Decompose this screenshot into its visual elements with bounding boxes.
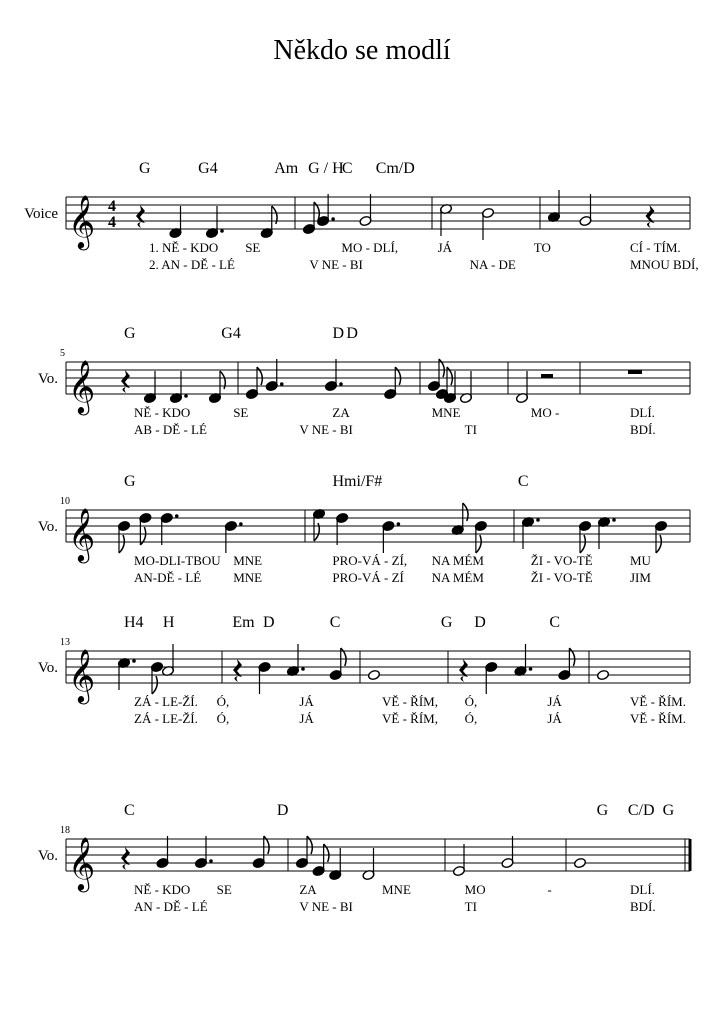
- chord-symbol: G4: [198, 160, 218, 177]
- chord-symbol: C: [517, 473, 529, 490]
- quarter-rest-icon: [646, 205, 655, 228]
- instrument-label: Voice: [24, 206, 58, 222]
- chord-symbol: D: [346, 325, 358, 342]
- note-dot: [331, 217, 335, 221]
- chord-symbol: Hmi/F#: [332, 473, 383, 490]
- lyric-syllable: TI: [464, 899, 477, 914]
- lyric-syllable: DLÍ.: [630, 882, 655, 897]
- treble-clef-icon: 𝄞: [68, 196, 96, 247]
- note-dot: [339, 382, 343, 386]
- lyric-syllable: SE: [233, 405, 249, 420]
- note-dot: [280, 382, 284, 386]
- quarter-rest-icon: [136, 205, 145, 228]
- lyric-syllable: NĚ - KDO: [134, 882, 191, 897]
- chord-symbol: G4: [221, 325, 241, 342]
- score-title: Někdo se modlí: [273, 35, 451, 66]
- time-signature-top: 4: [108, 198, 116, 215]
- lyric-syllable: MO-DLI-TBOU: [134, 553, 221, 568]
- lyric-syllable: NA MÉM: [431, 553, 484, 568]
- lyric-syllable: VĚ - ŘÍM.: [630, 711, 686, 726]
- lyric-syllable: V NE - BI: [299, 899, 353, 914]
- quarter-rest-icon: [121, 370, 130, 393]
- lyric-syllable: JÁ: [547, 694, 562, 709]
- lyric-syllable: MNE: [233, 570, 263, 585]
- note-dot: [209, 859, 213, 863]
- lyric-syllable: MU: [630, 553, 651, 568]
- whole-rest-icon: [628, 370, 642, 374]
- lyric-syllable: 1. NĚ - KDO: [149, 240, 219, 255]
- note-dot: [132, 659, 136, 663]
- lyric-syllable: VĚ - ŘÍM,: [382, 694, 438, 709]
- lyric-syllable: ŽI - VO-TĚ: [530, 553, 593, 568]
- chord-symbol: C: [549, 614, 561, 631]
- lyric-syllable: VĚ - ŘÍM.: [630, 694, 686, 709]
- chord-symbol: D: [332, 325, 345, 342]
- lyric-syllable: MNE: [382, 882, 411, 897]
- lyric-syllable: V NE - BI: [309, 257, 363, 272]
- lyric-syllable: BDÍ.: [630, 422, 656, 437]
- note-flag: [119, 535, 124, 553]
- note-dot: [397, 522, 401, 526]
- note-dot: [175, 514, 179, 518]
- measure-number: 5: [60, 348, 65, 359]
- lyric-syllable: ZA: [299, 882, 317, 897]
- chord-symbol: G: [662, 802, 675, 819]
- treble-clef-icon: 𝄞: [68, 361, 96, 412]
- lyric-syllable: Ó,: [464, 711, 478, 726]
- lyric-syllable: AB - DĚ - LÉ: [134, 422, 207, 437]
- lyric-syllable: NĚ - KDO: [134, 405, 191, 420]
- note-dot: [612, 518, 616, 522]
- chord-symbol: G: [440, 614, 453, 631]
- chord-symbol: G / H: [308, 160, 344, 177]
- lyric-syllable: DLÍ.: [630, 405, 655, 420]
- lyric-syllable: PRO-VÁ - ZÍ: [332, 570, 404, 585]
- measure-number: 18: [60, 825, 70, 836]
- lyric-syllable: AN - DĚ - LÉ: [134, 899, 208, 914]
- lyric-syllable: ZÁ - LE-ŽÍ.: [134, 694, 198, 709]
- lyric-syllable: ZÁ - LE-ŽÍ.: [134, 711, 198, 726]
- note-dot: [239, 522, 243, 526]
- lyric-syllable: MNOU BDÍ,: [630, 257, 699, 272]
- lyric-syllable: MNE: [233, 553, 263, 568]
- note-dot: [301, 667, 305, 671]
- note-head: [573, 857, 586, 868]
- lyric-syllable: NA MÉM: [431, 570, 484, 585]
- lyric-syllable: TI: [464, 422, 477, 437]
- lyric-syllable: SE: [245, 240, 261, 255]
- lyric-syllable: VĚ - ŘÍM,: [382, 711, 438, 726]
- treble-clef-icon: 𝄞: [68, 838, 96, 889]
- note-head: [367, 669, 380, 680]
- instrument-label: Vo.: [37, 519, 58, 535]
- chord-symbol: D: [263, 614, 275, 631]
- chord-symbol: Cm/D: [375, 160, 415, 177]
- lyric-syllable: MO: [464, 882, 486, 897]
- lyric-syllable: JIM: [630, 570, 651, 585]
- note-flag: [152, 676, 157, 694]
- lyric-syllable: AN-DĚ - LÉ: [134, 570, 202, 585]
- note-flag: [476, 535, 481, 553]
- lyric-syllable: NA - DE: [469, 257, 516, 272]
- note-head: [596, 669, 609, 680]
- chord-symbol: G: [596, 802, 609, 819]
- lyric-syllable: V NE - BI: [299, 422, 353, 437]
- chord-symbol: C: [329, 614, 341, 631]
- note-dot: [529, 667, 533, 671]
- lyric-syllable: MO -: [530, 405, 560, 420]
- measure-number: 10: [60, 496, 70, 507]
- lyric-syllable: 2. AN - DĚ - LÉ: [149, 257, 235, 272]
- lyric-syllable: MNE: [431, 405, 461, 420]
- lyric-syllable: ŽI - VO-TĚ: [530, 570, 593, 585]
- chord-symbol: D: [276, 802, 289, 819]
- note-dot: [184, 394, 188, 398]
- measure-number: 13: [60, 637, 70, 648]
- chord-symbol: C: [341, 160, 353, 177]
- half-rest-icon: [541, 374, 553, 378]
- chord-symbol: Am: [274, 160, 299, 177]
- quarter-rest-icon: [233, 659, 242, 682]
- chord-symbol: C: [124, 802, 135, 819]
- chord-symbol: H: [162, 614, 175, 631]
- lyric-syllable: JÁ: [547, 711, 562, 726]
- instrument-label: Vo.: [37, 660, 58, 676]
- lyric-syllable: TO: [533, 240, 551, 255]
- lyric-syllable: SE: [216, 882, 232, 897]
- note-flag: [656, 535, 661, 553]
- lyric-syllable: BDÍ.: [630, 899, 656, 914]
- lyric-syllable: JÁ: [299, 711, 314, 726]
- instrument-label: Vo.: [37, 371, 58, 387]
- treble-clef-icon: 𝄞: [68, 650, 96, 701]
- chord-symbol: G: [139, 160, 151, 177]
- chord-symbol: D: [474, 614, 486, 631]
- note-dot: [220, 229, 224, 233]
- quarter-rest-icon: [459, 659, 468, 682]
- lyric-syllable: JÁ: [437, 240, 453, 255]
- note-flag: [580, 535, 585, 553]
- lyric-syllable: CÍ - TÍM.: [630, 240, 681, 255]
- lyric-syllable: Ó,: [216, 694, 230, 709]
- lyric-syllable: JÁ: [299, 694, 314, 709]
- chord-symbol: G: [124, 473, 136, 490]
- chord-symbol: H4: [124, 614, 144, 631]
- lyric-syllable: -: [547, 882, 552, 897]
- lyric-syllable: ZA: [332, 405, 350, 420]
- note-dot: [536, 518, 540, 522]
- chord-symbol: Em: [232, 614, 255, 631]
- time-signature-bottom: 4: [108, 214, 116, 231]
- instrument-label: Vo.: [37, 848, 58, 864]
- quarter-rest-icon: [121, 847, 130, 870]
- chord-symbol: C/D: [627, 802, 655, 819]
- lyric-syllable: PRO-VÁ - ZÍ,: [332, 553, 408, 568]
- lyric-syllable: MO - DLÍ,: [341, 240, 399, 255]
- lyric-syllable: Ó,: [464, 694, 478, 709]
- treble-clef-icon: 𝄞: [68, 509, 96, 560]
- chord-symbol: G: [124, 325, 136, 342]
- lyric-syllable: Ó,: [216, 711, 230, 726]
